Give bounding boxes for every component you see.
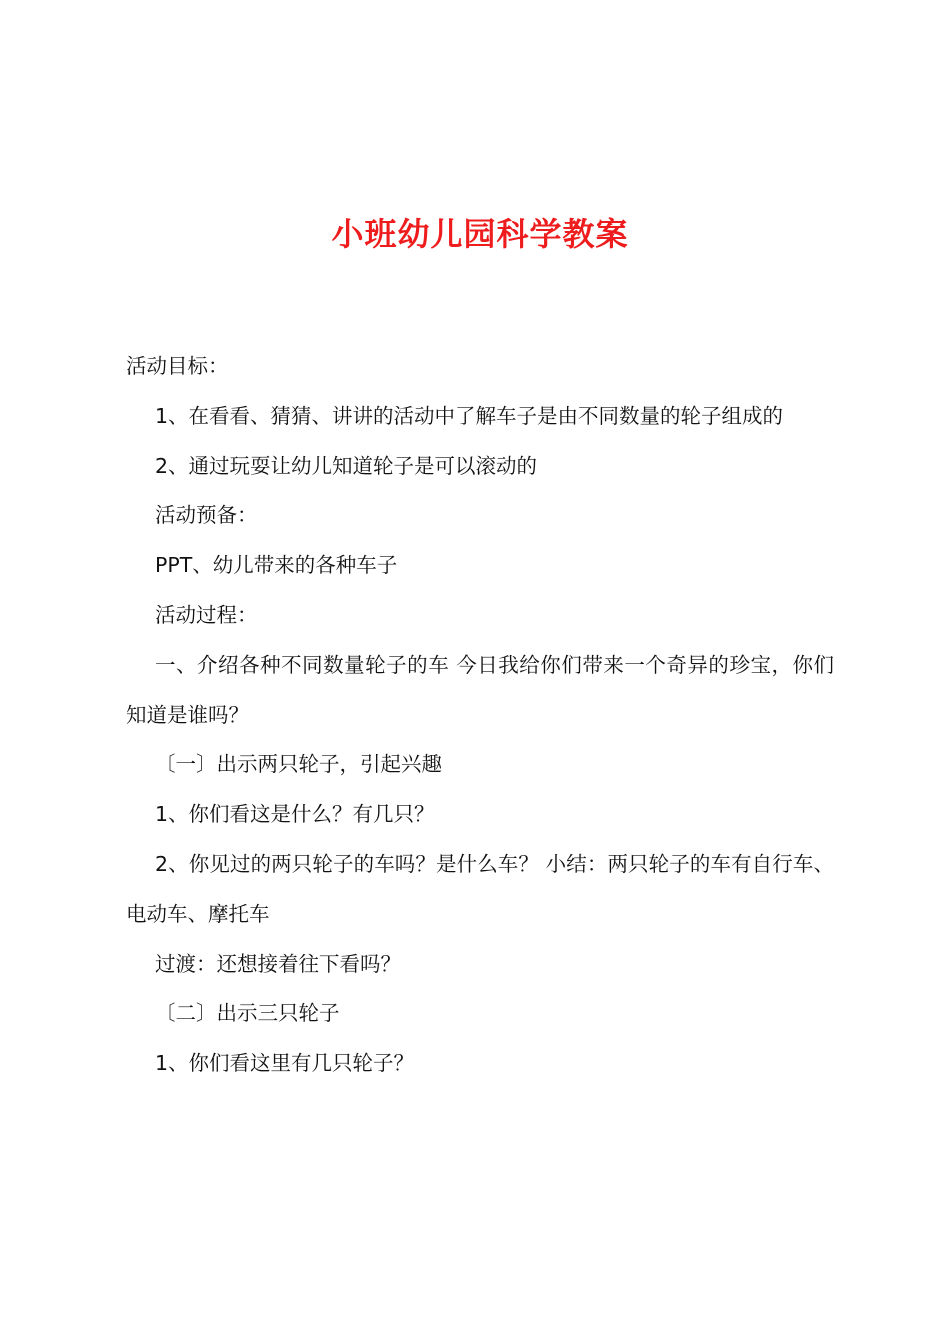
paragraph-subsection-1: 〔一〕出示两只轮子，引起兴趣	[155, 752, 442, 777]
paragraph-goal-1: 1、在看看、猜猜、讲讲的活动中了解车子是由不同数量的轮子组成的	[155, 403, 784, 428]
paragraph-prep-items: PPT、幼儿带来的各种车子	[155, 553, 398, 578]
paragraph-goals-heading: 活动目标：	[126, 354, 229, 378]
paragraph-question-3: 1、你们看这里有几只轮子？	[155, 1051, 415, 1076]
paragraph-process-heading: 活动过程：	[155, 602, 258, 627]
paragraph-prep-heading: 活动预备：	[155, 503, 258, 528]
paragraph-transition: 过渡：还想接着往下看吗？	[155, 951, 401, 976]
paragraph-section-1: 一、介绍各种不同数量轮子的车 今日我给你们带来一个奇异的珍宝，你们知道是谁吗？	[126, 652, 834, 727]
paragraph-goal-2: 2、通过玩耍让幼儿知道轮子是可以滚动的	[155, 453, 538, 478]
document-body	[126, 342, 834, 1089]
document-title: 小班幼儿园科学教案	[331, 215, 629, 253]
paragraph-question-1: 1、你们看这是什么？有几只？	[155, 802, 435, 827]
paragraph-subsection-2: 〔二〕出示三只轮子	[155, 1001, 340, 1026]
paragraph-question-2: 2、你见过的两只轮子的车吗？是什么车？ 小结：两只轮子的车有自行车、电动车、摩托车	[126, 851, 834, 926]
